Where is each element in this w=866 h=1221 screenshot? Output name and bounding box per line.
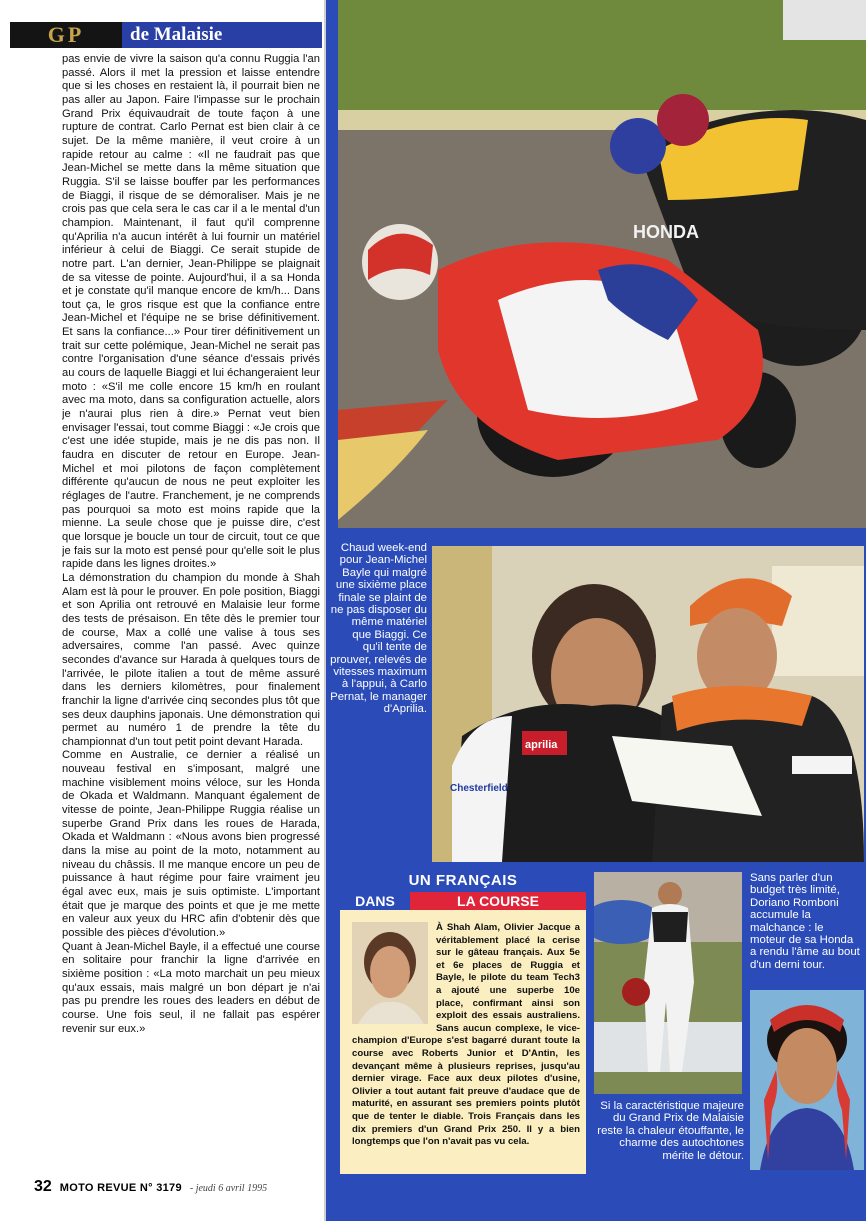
box-text — [352, 922, 580, 1149]
magazine-issue: MOTO REVUE N° 3179 — [59, 1182, 182, 1194]
aprilia-logo-text: aprilia — [525, 739, 558, 751]
box-title: UN FRANÇAIS — [340, 870, 586, 892]
section-header — [10, 22, 322, 48]
local-girl-photo — [750, 990, 864, 1170]
article-paragraph-2: La démonstration du champion du monde à Shah Alam est là pour le prouver. En pole position, Biaggi et son Aprilia ont retrouvé en Malaisie leur forme des tests de présaison. En tête dès le premier tour de course, Max a collé une valise à tous ses adversaires, comme l'an passé. Avec quinze secondes d'avance sur Harada à quelques tours de l'arrivée, le pilote italien a tout de même assuré dans les derniers kilomètres, pour finalement franchir la ligne d'arrivée cinq secondes plus tôt que ses deux dauphins japonais. Une démonstration qui permet au numéro 1 de prendre la tête du championnat d'un tout petit point devant Harada. — [62, 571, 320, 748]
honda-label: HONDA — [633, 222, 699, 242]
article-text — [62, 53, 320, 1165]
page-number: 32 — [34, 1178, 52, 1195]
sidebar-box — [340, 870, 586, 1174]
article-paragraph-1: pas envie de vivre la saison qu'a connu Ruggia l'an passé. Alors il met la pression et laisse entendre que si les choses en restaient là, il pourrait bien ne pas aller au Japon. Faire l'impasse sur le prochain Grand Prix équivaudrait de toute façon à une rupture de contrat. Carlo Pernat est bien clair à ce sujet. De la même manière, il veut croire à un rapide retour au calme : «Il ne faudrait pas que Jean-Michel se mette dans la même situation que Ruggia. S'il se laisse bouffer par les performances de Biaggi, il risque de se démoraliser. Mais je ne crois pas que cela sera le cas car il a le mental d'un champion. Maintenant, il faut qu'il comprenne qu'Aprilia n'a aucun intérêt à lui fournir un matériel inférieur à celui de Biaggi. Ce serait stupide de notre part. L'an dernier, Jean-Philippe se plaignait de sa vitesse de pointe. Aujourd'hui, il a sa Honda et je constate qu'il manque encore de km/h... Dans tout ça, le gros risque est que la confiance entre Jean-Michel et l'équipe ne se brise définitivement. Et sans la confiance...» Pour tirer définitivement un trait sur cette polémique, Jean-Michel ne serait pas contre l'organisation d'une séance d'essais privés au cours de laquelle Biaggi et lui échangeraient leur moto : «S'il me colle encore 15 km/h en roulant avec ma moto, dans sa configuration actuelle, alors je n'aurai plus rien à dire.» Pernat veut bien envisager l'essai, tout comme Biaggi : «Je crois que c'est une idée stupide, mais je ne dis pas non. Il faudra en discuter de retour en Europe. Jean-Michel et moi pilotons de façon complètement différente qu'aucun de nous ne peut exploiter les réglages de l'autre. Franchement, je ne comprends pas pourquoi sa moto est moins rapide que la mienne. La seule chose que je puisse dire, c'est que lorsque je boucle un tour de circuit, tout ce que je fais sur la moto est pensé pour qu'elle soit le plus rapide dans les lignes droites.» — [62, 53, 320, 571]
page-footer — [34, 1178, 324, 1198]
header-gp: GP — [10, 22, 122, 48]
box-subtitle — [340, 892, 586, 910]
header-title: de Malaisie — [122, 22, 322, 48]
box-subtitle-dans: DANS — [340, 892, 410, 910]
article-paragraph-3: Comme en Australie, ce dernier a réalisé un nouveau festival en s'imposant, malgré une machine visiblement moins véloce, sur les Honda de Okada et Waldmann. Manquant également de vitesse de pointe, Jean-Philippe Ruggia réalise un superbe Grand Prix dans les roues de Harada, Okada et Waldmann : «Nous avons bien progressé dans la mise au point de la moto, notamment au niveau du châssis. Il me manque encore un peu de puissance à haut régime pour faire vraiment jeu égal avec eux, mais je suis optimiste. L'important était que je marque des points et que je me mette en valeur aux yeux du HRC afin d'obtenir dès que possible des pièces d'évolution.» — [62, 749, 320, 939]
team-photo-caption: Chaud week-end pour Jean-Michel Bayle qui malgré une sixième place finale se plaint de ne pas disposer du même matériel que Biaggi. Ce qu'il tente de prouver, relevés de vitesses maximum à l'appui, à Carlo Pernat, le manager d'Aprilia. — [330, 542, 427, 716]
article-paragraph-4: Quant à Jean-Michel Bayle, il a effectué une course en solitaire pour franchir la ligne d'arrivée en sixième position : «La moto marchait un peu mieux qu'aux essais, mais malgré un bon départ je n'ai pas pu prendre les roues des leaders en début de course. Une fois seul, il ne fallait pas espérer revenir sur eux.» — [62, 940, 320, 1035]
rider-photo — [594, 872, 742, 1094]
box-paragraph: À Shah Alam, Olivier Jacque a véritablement placé la cerise sur le gâteau français. Aux 5e et 6e places de Ruggia et Bayle, le pilote du team Tech3 a ajouté une superbe 10e place, confirmant ainsi son exploit des essais australiens. Sans aucun complexe, le vice-champion d'Europe s'est bagarré durant toute la course avec Roberts Junior et D'Antin, les devançant même à plusieurs reprises, jusqu'au dernier virage. Face aux deux pilotes d'usine, Olivier a tout autant fait preuve d'audace que de maturité, en assurant ses premiers points plutôt que de tenter le diable. Trois Français dans les dix premiers d'un Grand Prix 250. Il y a bien longtemps que l'on n'avait pas vu cela. — [352, 922, 580, 1148]
box-subtitle-course: LA COURSE — [410, 892, 586, 910]
bike-number-label: 1 — [718, 366, 733, 396]
race-photo — [338, 0, 866, 528]
chesterfield-logo-text: Chesterfield — [450, 783, 508, 794]
romboni-caption: Sans parler d'un budget très limité, Doriano Romboni accumule la malchance : le moteur de sa Honda a rendu l'âme au bout d'un derni tour. — [750, 872, 860, 971]
team-photo — [432, 546, 864, 862]
rider-caption: Si la caractéristique majeure du Grand Prix de Malaisie reste la chaleur étouffante, le charme des autochtones mérite le détour. — [597, 1100, 744, 1162]
issue-date: - jeudi 6 avril 1995 — [189, 1183, 268, 1194]
